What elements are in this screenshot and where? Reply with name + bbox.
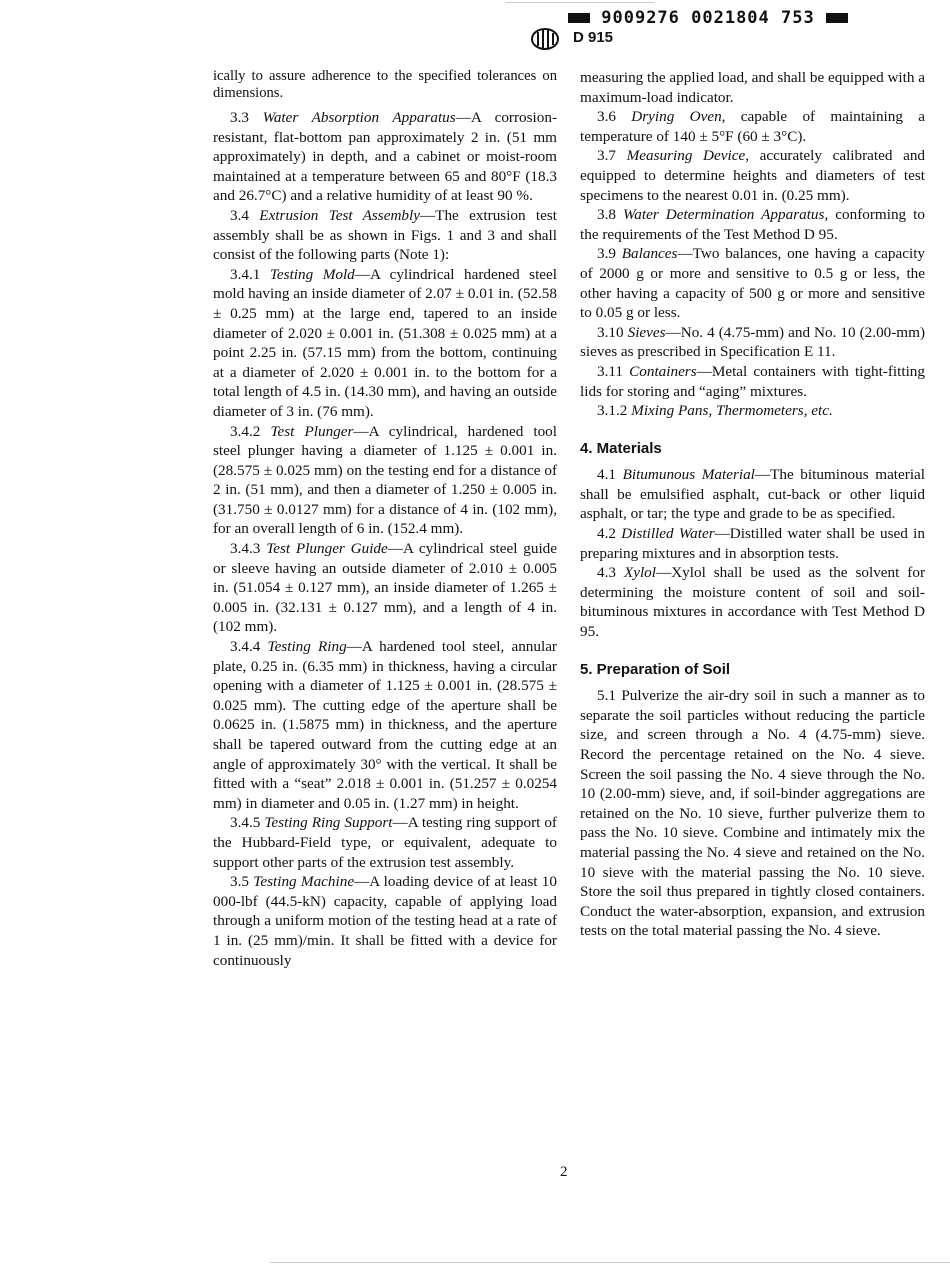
paragraph-number: 3.1.2 <box>597 402 628 420</box>
para-3-1-2 <box>580 401 925 421</box>
paragraph-title: Test Plunger <box>270 422 354 440</box>
paragraph-number: 3.5 <box>230 873 249 891</box>
paragraph-text: —A cylindrical hardened steel mold having an inside diameter of 2.07 ± 0.01 in. (52.58 ± 0.25 mm) at the large end, tapered to an inside diameter of 2.020 ± 0.001 in. (51.308 ± 0.025 mm) at a point 2.25 in. (57.15 mm) from the bottom, continuing at a diameter of 2.020 ± 0.001 in. to the bottom for a total length of 4.5 in. (14.30 mm), and having an outside diameter of 3 in. (76 mm). <box>213 265 557 420</box>
paragraph-number: 3.8 <box>597 206 616 224</box>
astm-logo-icon <box>530 28 560 50</box>
paragraph-text: , conforming to the requirements of the Test Method D 95. <box>580 206 925 243</box>
para-continued-right <box>580 68 925 107</box>
paragraph-number: 3.11 <box>597 362 624 380</box>
paragraph-text: —Distilled water shall be used in preparing mixtures and in absorption tests. <box>580 525 925 562</box>
para-4-2 <box>580 524 925 563</box>
paragraph-title: Distilled Water <box>621 525 715 543</box>
paragraph-text: , accurately calibrated and equipped to determine heights and diameters of test specimens to the nearest 0.01 in. (0.25 mm). <box>580 147 926 204</box>
section-5-body <box>580 686 925 941</box>
paragraph-number: 3.4.3 <box>230 540 261 558</box>
paragraph-title: Balances <box>621 245 678 263</box>
para-3-7 <box>580 146 925 205</box>
paragraph-text: —A testing ring support of the Hubbard-Field type, or equivalent, adequate to support other parts of the extrusion test assembly. <box>213 814 557 871</box>
para-3-4 <box>213 206 557 265</box>
paragraph-number: 3.10 <box>597 323 624 341</box>
paragraph-title: Mixing Pans, Thermometers, etc. <box>631 402 833 420</box>
paragraph-number: 4.3 <box>597 564 616 582</box>
paragraph-title: Testing Machine <box>253 873 355 891</box>
para-3-4-1 <box>213 265 557 422</box>
paragraph-number: 3.4.1 <box>230 265 261 283</box>
para-3-4-4 <box>213 637 557 813</box>
paragraph-title: Water Determination Apparatus <box>623 206 825 224</box>
paragraph-number: 3.6 <box>597 108 616 126</box>
paragraph-number: 3.4.5 <box>230 814 261 832</box>
paragraph-number: 5.1 <box>597 687 616 705</box>
para-3-4-3 <box>213 539 557 637</box>
paragraph-text: —A cylindrical steel guide or sleeve having an outside diameter of 2.010 ± 0.005 in. (51.054 ± 0.127 mm), an inside diameter of 1.265 ± 0.005 in. (32.131 ± 0.127 mm), and a length of 4 in. (102 mm). <box>213 540 558 636</box>
para-5-1 <box>580 686 925 941</box>
paragraph-text: Pulverize the air-dry soil in such a manner as to separate the soil particles without reducing the particle size, and screen through a No. 4 (4.75-mm) sieve. Record the percentage retained on the No. 4 sieve. Screen the soil passing the No. 4 sieve through the No. 10 (2.00-mm) sieve, and, if soil-binder aggregations are retained on the No. 10 sieve, further pulverize them to pass the No. 10 sieve. Combine and intimately mix the material passing the No. 4 sieve and retained on the No. 10 sieve with the material passing the No. 10 sieve. Store the soil thus prepared in tightly closed containers. Conduct the water-absorption, expansion, and extrusion tests on the total material passing the No. 4 sieve. <box>580 687 925 940</box>
paragraph-number: 3.4.4 <box>230 638 261 656</box>
header-code-text: 9009276 0021804 753 <box>601 8 815 28</box>
paragraph-title: Xylol <box>623 564 656 582</box>
paragraph-text: —A loading device of at least 10 000-lbf (44.5-kN) capacity, capable of applying load through a uniform motion of the testing head at a rate of 1 in. (25 mm)/min. It shall be fitted with a device for continuously <box>213 873 557 969</box>
paragraph-number: 3.4.2 <box>230 422 261 440</box>
paragraph-text: —Metal containers with tight-fitting lids for storing and “aging” mixtures. <box>580 362 925 400</box>
paragraph-title: Testing Ring Support <box>264 814 393 832</box>
paragraph-number: 4.1 <box>597 466 616 484</box>
header-code <box>568 8 848 28</box>
paragraph-number: 3.7 <box>597 147 616 165</box>
paragraph-text: measuring the applied load, and shall be equipped with a maximum-load indicator. <box>580 69 925 106</box>
section-4-heading: 4. Materials <box>580 439 662 457</box>
paragraph-title: Drying Oven <box>631 108 722 126</box>
paragraph-title: Test Plunger Guide <box>266 540 388 558</box>
paragraph-title: Sieves <box>627 323 666 341</box>
paragraph-number: 4.2 <box>597 525 616 543</box>
paragraph-text: —A hardened tool steel, annular plate, 0.25 in. (6.35 mm) in thickness, having a circular opening with a diameter of 1.125 ± 0.001 in. (28.575 ± 0.025 mm). The cutting edge of the aperture shall be 0.0625 in. (1.5875 mm) in thickness, and the aperture shall be tapered outward from the cutting edge at an angle of approximately 30° with the vertical. It shall be fitted with a “seat” 2.018 ± 0.001 in. (51.257 ± 0.0254 mm) in diameter and 0.05 in. (1.27 mm) in height. <box>213 638 557 812</box>
paragraph-title: Testing Mold <box>269 265 355 283</box>
right-column-paras <box>580 68 925 421</box>
para-3-3 <box>213 108 557 206</box>
paragraph-number: 3.9 <box>597 245 616 263</box>
left-column <box>213 68 557 970</box>
paragraph-text: —Xylol shall be used as the solvent for determining the moisture content of soil and soil-bituminous mixtures in accordance with Test Method D 95. <box>580 564 926 641</box>
paragraph-text: —A cylindrical, hardened tool steel plunger having a diameter of 1.125 ± 0.001 in. (28.575 ± 0.025 mm) on the testing end for a distance of 2 in. (51 mm), and then a diameter of 1.250 ± 0.005 in. (31.750 ± 0.0127 mm) for a distance of 4 in. (102 mm), for an overall length of 6 in. (152.4 mm). <box>213 422 557 538</box>
paragraph-text: —Two balances, one having a capacity of 2000 g or more and sensitive to 0.5 g or less, the other having a capacity of 500 g or more and sensitive to 0.05 g or less. <box>580 245 926 322</box>
paragraph-text: —The extrusion test assembly shall be as shown in Figs. 1 and 3 and shall consist of the following parts (Note 1): <box>213 206 558 264</box>
para-3-4-5 <box>213 813 557 872</box>
para-3-6 <box>580 107 925 146</box>
paragraph-number: 3.3 <box>230 109 249 126</box>
paragraph-text: —The bituminous material shall be emulsified asphalt, cut-back or other liquid asphalt, or tar; the type and grade to be as specified. <box>580 466 926 523</box>
page-number: 2 <box>560 1164 568 1180</box>
para-3-8 <box>580 205 925 244</box>
section-4-body <box>580 465 925 641</box>
paragraph-text: —A corrosion-resistant, flat-bottom pan approximately 2 in. (51 mm approximately) in depth, and a cabinet or moist-room maintained at a temperature between 65 and 80°F (18.3 and 26.7°C) and a relative humidity of at least 90 %. <box>213 109 557 205</box>
para-3-10 <box>580 323 925 362</box>
para-4-1 <box>580 465 925 524</box>
bottom-rule <box>270 1262 950 1263</box>
paragraph-title: Measuring Device <box>626 147 746 165</box>
para-3-4-2 <box>213 422 557 540</box>
paragraph-title: Bitumunous Material <box>622 466 755 484</box>
paragraph-title: Testing Ring <box>267 638 347 656</box>
paragraph-title: Water Absorption Apparatus <box>262 109 456 126</box>
para-continued <box>213 68 557 102</box>
para-3-5 <box>213 872 557 970</box>
para-3-9 <box>580 244 925 322</box>
paragraph-text: ically to assure adherence to the specified tolerances on dimensions. <box>213 68 557 101</box>
right-column <box>580 68 925 941</box>
paragraph-text: , capable of maintaining a temperature of 140 ± 5°F (60 ± 3°C). <box>580 108 925 145</box>
para-4-3 <box>580 563 925 641</box>
designation: D 915 <box>573 29 614 46</box>
paragraph-number: 3.4 <box>230 206 249 224</box>
section-5-heading: 5. Preparation of Soil <box>580 660 731 678</box>
para-3-11 <box>580 362 925 401</box>
paragraph-title: Containers <box>629 362 697 380</box>
paragraph-title: Extrusion Test Assembly <box>259 206 420 224</box>
paragraph-text: —No. 4 (4.75-mm) and No. 10 (2.00-mm) sieves as prescribed in Specification E 11. <box>580 323 925 361</box>
top-rule <box>505 2 655 3</box>
